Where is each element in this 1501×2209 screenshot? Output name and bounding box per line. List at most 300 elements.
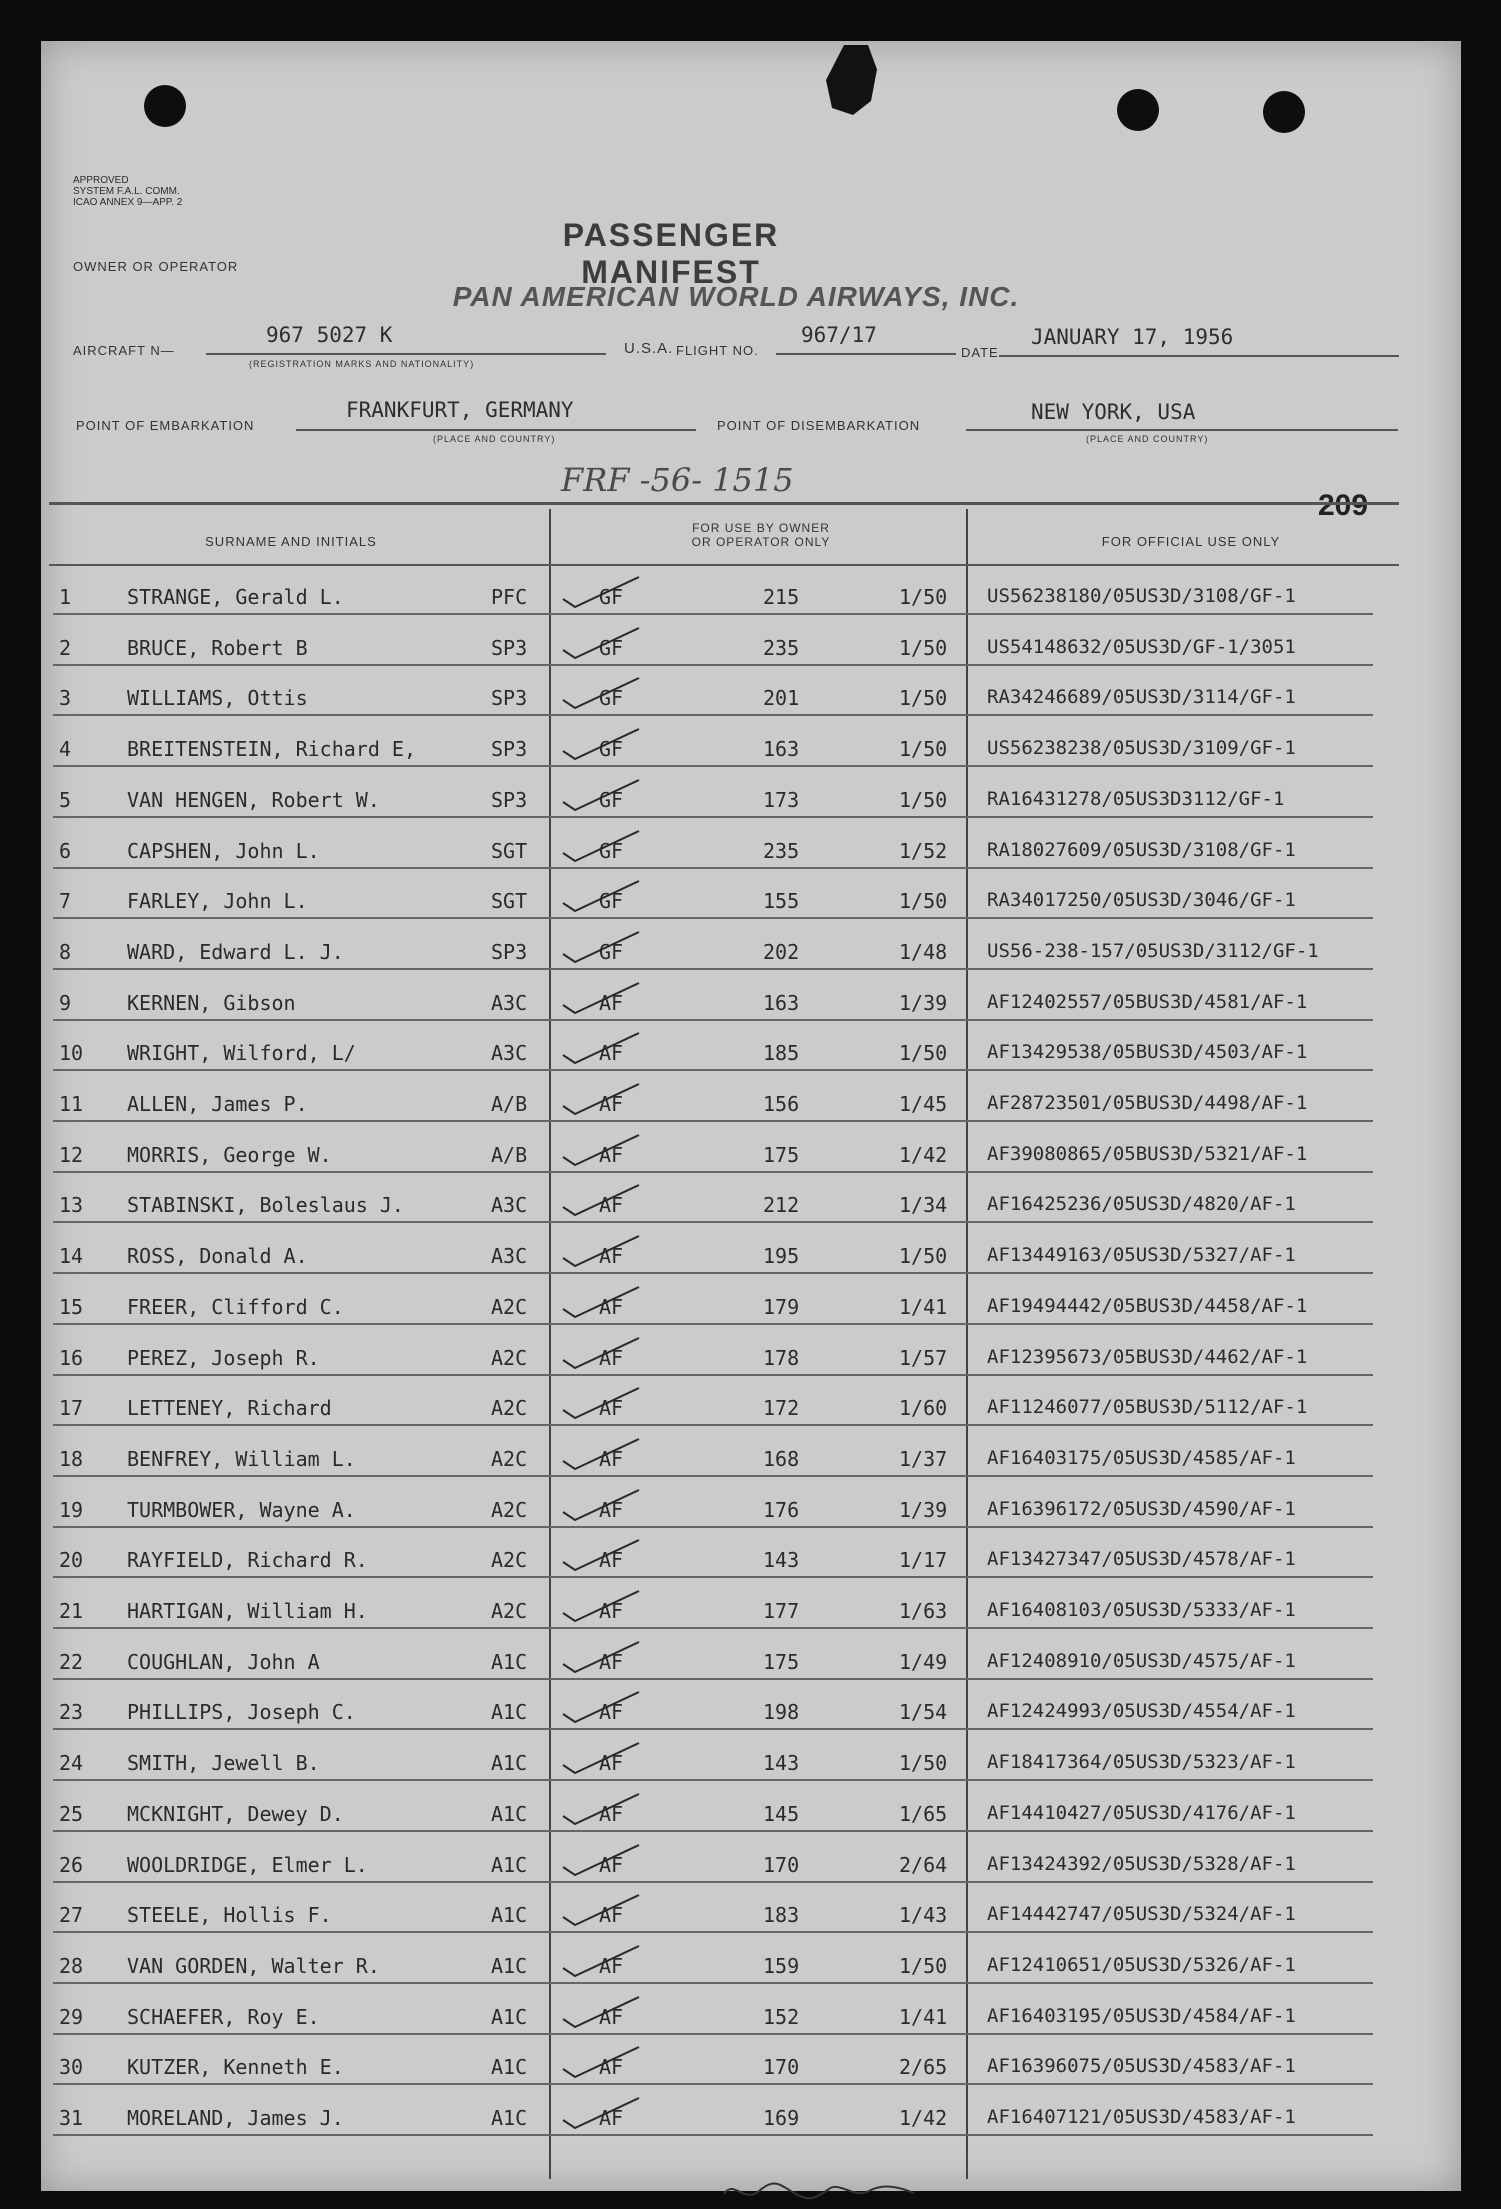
passenger-name: FARLEY, John L. [127,889,308,914]
table-row [41,1786,1386,1834]
table-row [41,1127,1386,1175]
passenger-name: VAN HENGEN, Robert W. [127,787,380,812]
row-number: 30 [59,2055,84,2080]
passenger-ratio: 1/50 [899,737,948,762]
passenger-weight: 183 [763,1903,800,1928]
passenger-rank: A2C [491,1345,528,1370]
row-number: 19 [59,1497,84,1522]
disembarkation-value: NEW YORK, USA [1031,400,1196,424]
row-number: 14 [59,1244,84,1269]
table-row [41,1887,1386,1935]
row-number: 5 [59,787,72,812]
passenger-weight: 215 [763,585,800,609]
passenger-ratio: 1/50 [899,1953,948,1978]
col-header-official-use: FOR OFFICIAL USE ONLY [1101,534,1281,549]
table-row [41,2039,1386,2087]
row-rule [53,1982,1373,1984]
row-rule [53,2134,1373,2136]
table-row [41,620,1386,668]
usa-label: U.S.A. [624,340,674,357]
passenger-service: AF [599,1294,624,1319]
row-number: 11 [59,1092,84,1116]
table-row [41,1735,1386,1783]
passenger-service: AF [599,1193,624,1218]
row-rule [53,1678,1373,1680]
passenger-name: CAPSHEN, John L. [127,838,320,863]
row-number: 22 [59,1649,84,1674]
passenger-service: AF [599,1041,624,1066]
passenger-ratio: 1/52 [899,838,948,863]
passenger-rank: A3C [491,1244,528,1269]
table-row [41,1837,1386,1885]
passenger-ratio: 1/42 [899,2106,948,2130]
passenger-name: ROSS, Donald A. [127,1244,308,1269]
row-number: 24 [59,1751,84,1776]
punch-hole-right [1263,91,1305,133]
passenger-name: MORELAND, James J. [127,2106,344,2130]
passenger-service: AF [599,1446,624,1471]
row-rule [53,1069,1373,1071]
passenger-name: BENFREY, William L. [127,1446,356,1471]
disembarkation-label: POINT OF DISEMBARKATION [717,418,921,433]
punch-hole-left [144,85,186,127]
official-code: AF12424993/05US3D/4554/AF-1 [987,1700,1296,1723]
passenger-rank: A/B [491,1092,528,1116]
table-row [41,1076,1386,1124]
passenger-name: PEREZ, Joseph R. [127,1345,320,1370]
passenger-name: COUGHLAN, John A [127,1649,320,1674]
row-number: 29 [59,2004,84,2029]
checkmark-icon [561,1082,641,1116]
passenger-name: KERNEN, Gibson [127,990,296,1015]
flight-label: FLIGHT NO. [676,343,759,358]
row-number: 9 [59,990,72,1015]
passenger-weight: 175 [763,1649,800,1674]
row-rule [53,2033,1373,2035]
passenger-name: STRANGE, Gerald L. [127,585,344,609]
official-code: AF13449163/05US3D/5327/AF-1 [987,1244,1296,1267]
official-code: AF16396075/05US3D/4583/AF-1 [987,2055,1296,2078]
official-code: AF18417364/05US3D/5323/AF-1 [987,1751,1296,1774]
passenger-rank: A1C [491,1852,528,1877]
passenger-ratio: 1/50 [899,686,948,711]
row-rule [53,867,1373,869]
checkmark-icon [561,778,641,812]
passenger-name: BREITENSTEIN, Richard E, [127,737,416,762]
embarkation-underline [296,429,696,431]
official-code: US56238238/05US3D/3109/GF-1 [987,737,1296,760]
official-code: RA16431278/05US3D3112/GF-1 [987,787,1285,810]
table-row [41,1532,1386,1580]
checkmark-icon [561,1640,641,1674]
table-row [41,569,1386,617]
official-code: AF13424392/05US3D/5328/AF-1 [987,1852,1296,1875]
table-row [41,1380,1386,1428]
passenger-weight: 175 [763,1142,800,1167]
passenger-rank: A2C [491,1446,528,1471]
passenger-service: AF [599,2004,624,2029]
passenger-name: MORRIS, George W. [127,1142,332,1167]
passenger-weight: 201 [763,686,800,711]
passenger-weight: 170 [763,1852,800,1877]
checkmark-icon [561,1133,641,1167]
col-header-surname: SURNAME AND INITIALS [205,534,377,549]
passenger-rank: A1C [491,2055,528,2080]
passenger-rank: A3C [491,990,528,1015]
passenger-rank: A2C [491,1548,528,1573]
disembarkation-underline [966,429,1398,431]
row-number: 18 [59,1446,84,1471]
passenger-service: GF [599,635,624,660]
aircraft-underline [206,353,606,355]
passenger-name: SMITH, Jewell B. [127,1751,320,1776]
row-rule [53,765,1373,767]
table-row [41,1938,1386,1986]
passenger-weight: 198 [763,1700,800,1725]
table-row [41,1025,1386,1073]
passenger-ratio: 1/42 [899,1142,948,1167]
passenger-ratio: 1/50 [899,1041,948,1066]
passenger-service: AF [599,2106,624,2130]
passenger-ratio: 2/64 [899,1852,948,1877]
table-row [41,2090,1386,2138]
passenger-ratio: 1/63 [899,1599,948,1623]
passenger-service: GF [599,939,624,964]
passenger-name: MCKNIGHT, Dewey D. [127,1801,344,1826]
date-underline [999,355,1399,357]
passenger-weight: 176 [763,1497,800,1522]
passenger-name: FREER, Clifford C. [127,1294,344,1319]
official-code: US56238180/05US3D/3108/GF-1 [987,585,1296,607]
checkmark-icon [561,727,641,761]
official-code: AF14410427/05US3D/4176/AF-1 [987,1801,1296,1824]
passenger-rank: A2C [491,1497,528,1522]
passenger-rank: PFC [491,585,528,609]
checkmark-icon [561,1893,641,1927]
passenger-ratio: 1/57 [899,1345,948,1370]
checkmark-icon [561,1741,641,1775]
official-code: RA34017250/05US3D/3046/GF-1 [987,889,1296,912]
row-rule [53,2083,1373,2085]
passenger-service: AF [599,1396,624,1421]
passenger-rank: A2C [491,1294,528,1319]
official-code: AF12410651/05US3D/5326/AF-1 [987,1953,1296,1976]
passenger-weight: 168 [763,1446,800,1471]
passenger-name: PHILLIPS, Joseph C. [127,1700,356,1725]
row-number: 1 [59,585,72,609]
row-rule [53,1221,1373,1223]
row-rule [53,1881,1373,1883]
passenger-name: STEELE, Hollis F. [127,1903,332,1928]
row-number: 2 [59,635,72,660]
passenger-rank: A1C [491,1700,528,1725]
passenger-weight: 195 [763,1244,800,1269]
date-value: JANUARY 17, 1956 [1031,325,1234,349]
passenger-name: RAYFIELD, Richard R. [127,1548,368,1573]
passenger-weight: 172 [763,1396,800,1421]
passenger-weight: 159 [763,1953,800,1978]
passenger-service: AF [599,2055,624,2080]
flight-underline [776,353,956,355]
passenger-name: WOOLDRIDGE, Elmer L. [127,1852,368,1877]
checkmark-icon [561,2045,641,2079]
table-row [41,1279,1386,1327]
row-number: 26 [59,1852,84,1877]
official-code: US54148632/05US3D/GF-1/3051 [987,635,1296,658]
passenger-service: GF [599,585,624,609]
row-rule [53,1272,1373,1274]
passenger-name: STABINSKI, Boleslaus J. [127,1193,404,1218]
passenger-service: GF [599,838,624,863]
row-rule [53,664,1373,666]
passenger-ratio: 1/45 [899,1092,948,1116]
official-code: AF12402557/05BUS3D/4581/AF-1 [987,990,1308,1013]
passenger-weight: 177 [763,1599,800,1623]
passenger-weight: 202 [763,939,800,964]
passenger-name: VAN GORDEN, Walter R. [127,1953,380,1978]
passenger-weight: 152 [763,2004,800,2029]
row-rule [53,917,1373,919]
row-rule [53,1120,1373,1122]
approval-line: ICAO ANNEX 9—APP. 2 [73,197,183,208]
row-rule [53,968,1373,970]
row-rule [53,1931,1373,1933]
row-number: 23 [59,1700,84,1725]
checkmark-icon [561,626,641,660]
row-number: 20 [59,1548,84,1573]
row-number: 21 [59,1599,84,1623]
passenger-weight: 179 [763,1294,800,1319]
passenger-rank: A3C [491,1193,528,1218]
passenger-ratio: 1/54 [899,1700,948,1725]
row-rule [53,816,1373,818]
passenger-ratio: 1/48 [899,939,948,964]
passenger-rank: A1C [491,1953,528,1978]
row-rule [53,1830,1373,1832]
passenger-weight: 143 [763,1548,800,1573]
official-code: AF39080865/05BUS3D/5321/AF-1 [987,1142,1308,1165]
checkmark-icon [561,1488,641,1522]
row-number: 16 [59,1345,84,1370]
table-row [41,721,1386,769]
checkmark-icon [561,930,641,964]
row-number: 15 [59,1294,84,1319]
row-rule [53,613,1373,615]
passenger-name: KUTZER, Kenneth E. [127,2055,344,2080]
checkmark-icon [561,676,641,710]
manifest-sheet [41,41,1461,2191]
official-code: AF16403195/05US3D/4584/AF-1 [987,2004,1296,2027]
checkmark-icon [561,1792,641,1826]
checkmark-icon [561,1995,641,2029]
embarkation-label: POINT OF EMBARKATION [76,418,255,433]
official-code: RA18027609/05US3D/3108/GF-1 [987,838,1296,861]
handwritten-reference: FRF -56- 1515 [561,461,794,499]
checkmark-icon [561,2096,641,2130]
passenger-weight: 212 [763,1193,800,1218]
passenger-name: ALLEN, James P. [127,1092,308,1116]
passenger-ratio: 1/41 [899,1294,948,1319]
row-rule [53,1576,1373,1578]
passenger-ratio: 1/50 [899,787,948,812]
passenger-weight: 169 [763,2106,800,2130]
passenger-rank: A1C [491,2106,528,2130]
passenger-service: AF [599,1852,624,1877]
passenger-rank: SGT [491,889,528,914]
passenger-rank: A1C [491,1751,528,1776]
passenger-weight: 185 [763,1041,800,1066]
passenger-ratio: 1/43 [899,1903,948,1928]
table-row [41,873,1386,921]
passenger-service: AF [599,1548,624,1573]
passenger-ratio: 1/34 [899,1193,948,1218]
operator-name: PAN AMERICAN WORLD AIRWAYS, INC. [452,281,1020,312]
passenger-rank: SP3 [491,737,528,762]
checkmark-icon [561,1690,641,1724]
table-row [41,924,1386,972]
passenger-service: AF [599,1497,624,1522]
checkmark-icon [561,879,641,913]
torn-paper-mark [826,45,886,115]
passenger-rank: SP3 [491,939,528,964]
passenger-rank: SP3 [491,635,528,660]
row-rule [53,1374,1373,1376]
place-note: (PLACE AND COUNTRY) [433,434,556,444]
passenger-name: WRIGHT, Wilford, L/ [127,1041,356,1066]
official-code: AF11246077/05BUS3D/5112/AF-1 [987,1396,1308,1419]
checkmark-icon [561,575,641,609]
embarkation-value: FRANKFURT, GERMANY [346,398,574,422]
passenger-weight: 163 [763,737,800,762]
passenger-weight: 178 [763,1345,800,1370]
passenger-rank: A1C [491,1801,528,1826]
checkmark-icon [561,1386,641,1420]
checkmark-icon [561,1336,641,1370]
col-header-owner-line: OR OPERATOR ONLY [691,535,831,549]
passenger-ratio: 1/50 [899,585,948,609]
checkmark-icon [561,1538,641,1572]
passenger-name: BRUCE, Robert B [127,635,308,660]
official-code: AF16403175/05US3D/4585/AF-1 [987,1446,1296,1469]
passenger-name: HARTIGAN, William H. [127,1599,368,1623]
passenger-rank: SP3 [491,787,528,812]
passenger-rank: A2C [491,1599,528,1623]
passenger-service: AF [599,1649,624,1674]
row-rule [53,1019,1373,1021]
passenger-ratio: 1/37 [899,1446,948,1471]
aircraft-value: 967 5027 K [266,323,393,347]
passenger-service: GF [599,686,624,711]
checkmark-icon [561,1183,641,1217]
official-code: AF16425236/05US3D/4820/AF-1 [987,1193,1296,1216]
aircraft-label: AIRCRAFT N— [73,343,175,358]
table-row [41,1583,1386,1631]
col-header-owner-use [601,521,921,549]
passenger-name: SCHAEFER, Roy E. [127,2004,320,2029]
passenger-name: TURMBOWER, Wayne A. [127,1497,356,1522]
table-row [41,823,1386,871]
passenger-service: GF [599,737,624,762]
table-top-rule [49,502,1399,505]
official-code: AF13427347/05US3D/4578/AF-1 [987,1548,1296,1571]
passenger-service: AF [599,1903,624,1928]
passenger-ratio: 1/49 [899,1649,948,1674]
row-number: 4 [59,737,72,762]
approval-stamp [73,175,182,208]
passenger-weight: 156 [763,1092,800,1116]
row-rule [53,1779,1373,1781]
checkmark-icon [561,1843,641,1877]
passenger-service: AF [599,1142,624,1167]
table-row [41,670,1386,718]
table-row [41,772,1386,820]
official-code: AF14442747/05US3D/5324/AF-1 [987,1903,1296,1926]
passenger-weight: 163 [763,990,800,1015]
passenger-ratio: 1/65 [899,1801,948,1826]
checkmark-icon [561,829,641,863]
table-row [41,1177,1386,1225]
passenger-ratio: 1/39 [899,990,948,1015]
passenger-ratio: 1/17 [899,1548,948,1573]
checkmark-icon [561,1437,641,1471]
passenger-ratio: 1/39 [899,1497,948,1522]
passenger-rank: A/B [491,1142,528,1167]
passenger-rank: SP3 [491,686,528,711]
row-number: 10 [59,1041,84,1066]
official-code: AF19494442/05BUS3D/4458/AF-1 [987,1294,1308,1317]
official-code: RA34246689/05US3D/3114/GF-1 [987,686,1296,709]
passenger-ratio: 1/50 [899,1751,948,1776]
passenger-service: AF [599,1801,624,1826]
passenger-service: AF [599,1700,624,1725]
signature [719,2169,919,2209]
passenger-name: WARD, Edward L. J. [127,939,344,964]
passenger-service: AF [599,1244,624,1269]
owner-label: OWNER OR OPERATOR [73,259,239,274]
passenger-ratio: 1/41 [899,2004,948,2029]
passenger-name: WILLIAMS, Ottis [127,686,308,711]
passenger-weight: 235 [763,635,800,660]
passenger-service: AF [599,1953,624,1978]
row-number: 12 [59,1142,84,1167]
passenger-rank: A1C [491,1649,528,1674]
table-row [41,1684,1386,1732]
flight-value: 967/17 [801,323,877,347]
place-note: (PLACE AND COUNTRY) [1086,434,1209,444]
passenger-rank: A1C [491,2004,528,2029]
table-row [41,1330,1386,1378]
passenger-ratio: 1/60 [899,1396,948,1421]
checkmark-icon [561,981,641,1015]
official-code: AF12408910/05US3D/4575/AF-1 [987,1649,1296,1672]
official-code: AF12395673/05BUS3D/4462/AF-1 [987,1345,1308,1368]
row-number: 8 [59,939,72,964]
row-number: 28 [59,1953,84,1978]
table-row [41,975,1386,1023]
row-number: 17 [59,1396,84,1421]
registration-note: (REGISTRATION MARKS AND NATIONALITY) [249,359,475,369]
date-label: DATE [961,345,999,360]
approval-line: SYSTEM F.A.L. COMM. [73,186,180,197]
official-code: AF16408103/05US3D/5333/AF-1 [987,1599,1296,1621]
row-number: 27 [59,1903,84,1928]
approval-line: APPROVED [73,175,129,186]
row-rule [53,714,1373,716]
checkmark-icon [561,1589,641,1623]
checkmark-icon [561,1285,641,1319]
row-number: 13 [59,1193,84,1218]
row-rule [53,1526,1373,1528]
